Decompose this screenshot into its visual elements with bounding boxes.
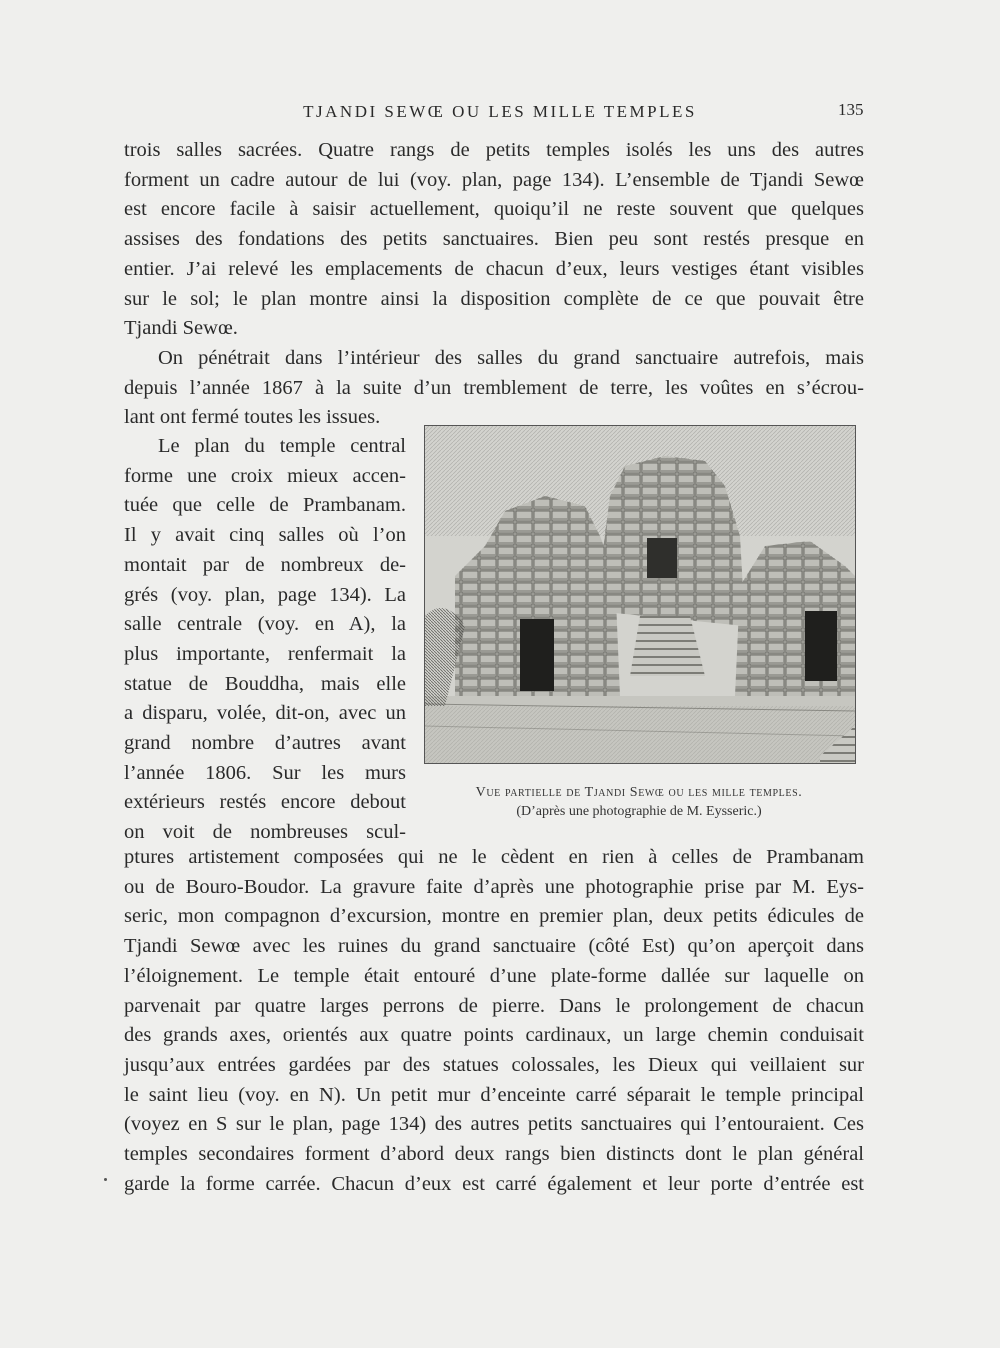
running-head (0, 100, 1000, 124)
text-line: Il y avait cinq salles où l’on (124, 524, 406, 547)
text-line: grand nombre d’autres avant (124, 732, 406, 755)
text-line: Tjandi Sewœ avec les ruines du grand sanctuaire (côté Est) qu’on aperçoit dans (124, 935, 864, 958)
text-line: extérieurs restés encore debout (124, 791, 406, 814)
text-line: sur le sol; le plan montre ainsi la disposition complète de ce que pouvait être (124, 287, 864, 310)
text-line: forme une croix mieux accen- (124, 464, 406, 487)
text-line: a disparu, volée, dit-on, avec un (124, 702, 406, 725)
text-line: tuée que celle de Prambanam. (124, 494, 406, 517)
text-line: forment un cadre autour de lui (voy. plan, page 134). L’ensemble de Tjandi Sewœ (124, 168, 864, 191)
running-title: TJANDI SEWŒ OU LES MILLE TEMPLES (303, 102, 697, 121)
text-line: entier. J’ai relevé les emplacements de chacun d’eux, leurs vestiges étant visibles (124, 257, 864, 280)
text-line: (voyez en S sur le plan, page 134) des autres petits sanctuaires qui l’entouraient. Ces (124, 1113, 864, 1136)
temple-ruins-engraving (425, 426, 855, 763)
engraving-illustration (424, 425, 856, 764)
text-line: des grands axes, orientés aux quatre points cardinaux, un large chemin conduisait (124, 1024, 864, 1047)
caption-title: Vue partielle de Tjandi Sewœ ou les mille temples. (475, 785, 803, 800)
figure-caption (424, 783, 854, 821)
text-line: lant ont fermé toutes les issues. (124, 406, 381, 429)
text-line: seric, mon compagnon d’excursion, montre en premier plan, deux petits édicules de (124, 905, 864, 928)
text-line: ptures artistement composées qui ne le cèdent en rien à celles de Prambanam (124, 846, 864, 868)
caption-credit: (D’après une photographie de M. Eysseric.) (516, 804, 762, 819)
text-line: est encore facile à saisir actuellement, quoiqu’il ne reste souvent que quelques (124, 198, 864, 221)
text-line: parvenait par quatre larges perrons de pierre. Dans le prolongement de chacun (124, 994, 864, 1017)
text-line: grés (voy. plan, page 134). La (124, 583, 406, 606)
text-line: On pénétrait dans l’intérieur des salles du grand sanctuaire autrefois, mais (158, 346, 864, 369)
text-line: garde la forme carrée. Chacun d’eux est carré également et leur porte d’entrée est (124, 1172, 864, 1195)
text-line: depuis l’année 1867 à la suite d’un tremblement de terre, les voûtes en s’écrou- (124, 376, 864, 399)
text-line: montait par de nombreux de- (124, 553, 406, 576)
text-line: assises des fondations des petits sanctuaires. Bien peu sont restés presque en (124, 228, 864, 251)
print-speck (104, 1178, 107, 1181)
text-line: ou de Bouro-Boudor. La gravure faite d’après une photographie prise par M. Eys- (124, 875, 864, 898)
body-text-top (124, 136, 864, 433)
text-line: salle centrale (voy. en A), la (124, 613, 406, 636)
text-line: le saint lieu (voy. en N). Un petit mur d’enceinte carré séparait le temple principal (124, 1083, 864, 1106)
page-number: 135 (838, 100, 864, 119)
text-line: Tjandi Sewœ. (124, 317, 238, 340)
text-line: temples secondaires forment d’abord deux rangs bien distincts dont le plan général (124, 1143, 864, 1166)
body-text-wrapped (124, 432, 406, 848)
text-line: Le plan du temple central (158, 435, 406, 457)
text-line: plus importante, renfermait la (124, 642, 406, 665)
text-line: jusqu’aux entrées gardées par des statues colossales, les Dieux qui veillaient sur (124, 1053, 864, 1076)
body-text-bottom (124, 843, 864, 1199)
text-line: statue de Bouddha, mais elle (124, 672, 406, 695)
text-line: l’année 1806. Sur les murs (124, 761, 406, 784)
text-line: trois salles sacrées. Quatre rangs de petits temples isolés les uns des autres (124, 139, 864, 161)
text-line: on voit de nombreuses scul- (124, 821, 406, 844)
text-line: l’éloignement. Le temple était entouré d’une plate-forme dallée sur laquelle on (124, 964, 864, 987)
